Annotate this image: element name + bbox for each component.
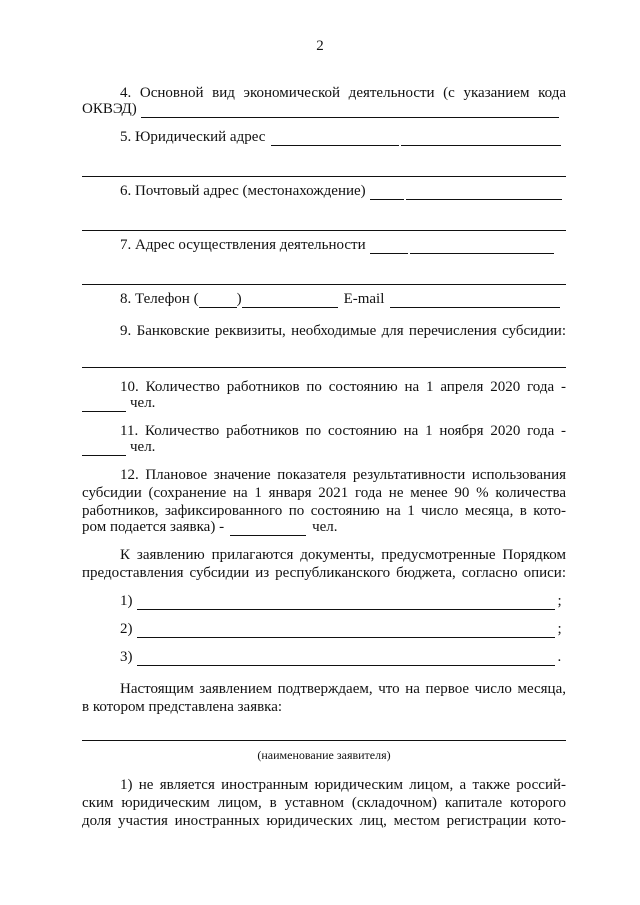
- item4-line1: 4. Основной вид экономической деятельности (с указанием кода: [120, 85, 566, 101]
- item12-unit: чел.: [312, 519, 338, 535]
- clause1-line1: 1) не является иностранным юридическим лицом, а также россий-: [120, 777, 566, 793]
- item7-label: 7. Адрес осуществления деятельности: [120, 237, 366, 253]
- phone-number-field[interactable]: [242, 294, 338, 308]
- item5-row: [120, 128, 561, 146]
- item12-line3: работников, зафиксированного по состоянию на 1 число месяца, в кото-: [82, 503, 566, 519]
- confirm-line1: Настоящим заявлением подтверждаем, что на первое число месяца,: [120, 681, 566, 697]
- email-field[interactable]: [390, 294, 560, 308]
- item12-prefix: ром подается заявка) -: [82, 519, 225, 535]
- item4-line2: [82, 100, 559, 118]
- item6-row: [120, 182, 562, 200]
- phone-close: ): [236, 291, 242, 307]
- item5-label: 5. Юридический адрес: [120, 129, 266, 145]
- email-label: E-mail: [343, 291, 385, 307]
- phone-label: 8. Телефон (: [120, 291, 199, 307]
- attachment-end: ;: [557, 593, 562, 609]
- item10-unit: чел.: [130, 395, 156, 411]
- activity-address-field-a[interactable]: [370, 240, 408, 254]
- attachment-row-3: [120, 648, 561, 666]
- item12-line1: 12. Плановое значение показателя результативности использования: [120, 467, 566, 483]
- attachment-num: 2): [120, 621, 133, 637]
- item10-line2: [82, 394, 155, 412]
- attachment-field-2[interactable]: [137, 624, 555, 638]
- item11-line2: [82, 438, 155, 456]
- item10-line1: 10. Количество работников по состоянию на 1 апреля 2020 года -: [120, 379, 566, 395]
- attachment-row-2: [120, 620, 562, 638]
- page-number: 2: [316, 38, 324, 54]
- bank-details-line[interactable]: [82, 367, 566, 368]
- attachment-num: 3): [120, 649, 133, 665]
- postal-address-field-a[interactable]: [370, 186, 404, 200]
- employees-november-field[interactable]: [82, 442, 126, 456]
- clause1-line3: доля участия иностранных юридических лиц, местом регистрации кото-: [82, 813, 566, 829]
- item9-label: 9. Банковские реквизиты, необходимые для перечисления субсидии:: [120, 323, 566, 339]
- legal-address-field-b[interactable]: [401, 132, 561, 146]
- item12-line2: субсидии (сохранение на 1 января 2021 года не менее 90 % количества: [82, 485, 566, 501]
- legal-address-line2[interactable]: [82, 176, 566, 177]
- planned-indicator-field[interactable]: [230, 522, 306, 536]
- item11-line1: 11. Количество работников по состоянию на 1 ноября 2020 года -: [120, 423, 566, 439]
- attachment-end: .: [557, 649, 562, 665]
- clause1-line2: ским юридическим лицом, в уставном (складочном) капитале которого: [82, 795, 566, 811]
- item11-unit: чел.: [130, 439, 156, 455]
- confirm-line2: в котором представлена заявка:: [82, 699, 283, 715]
- postal-address-line2[interactable]: [82, 230, 566, 231]
- attachment-field-3[interactable]: [137, 652, 555, 666]
- attachment-field-1[interactable]: [137, 596, 555, 610]
- activity-address-field-b[interactable]: [410, 240, 554, 254]
- item12-line4: [82, 518, 338, 536]
- attachment-num: 1): [120, 593, 133, 609]
- phone-code-field[interactable]: [199, 294, 237, 308]
- item7-row: [120, 236, 554, 254]
- item4-okved-label: ОКВЭД): [82, 101, 137, 117]
- item6-label: 6. Почтовый адрес (местонахождение): [120, 183, 366, 199]
- attachments-line1: К заявлению прилагаются документы, предусмотренные Порядком: [120, 547, 566, 563]
- attachment-end: ;: [557, 621, 562, 637]
- okved-field[interactable]: [141, 104, 559, 118]
- item8-row: [120, 290, 560, 308]
- legal-address-field-a[interactable]: [271, 132, 399, 146]
- applicant-caption: (наименование заявителя): [257, 748, 391, 762]
- activity-address-line2[interactable]: [82, 284, 566, 285]
- postal-address-field-b[interactable]: [406, 186, 562, 200]
- employees-april-field[interactable]: [82, 398, 126, 412]
- attachments-line2: предоставления субсидии из республиканского бюджета, согласно описи:: [82, 565, 566, 581]
- applicant-name-line[interactable]: [82, 740, 566, 741]
- attachment-row-1: [120, 592, 562, 610]
